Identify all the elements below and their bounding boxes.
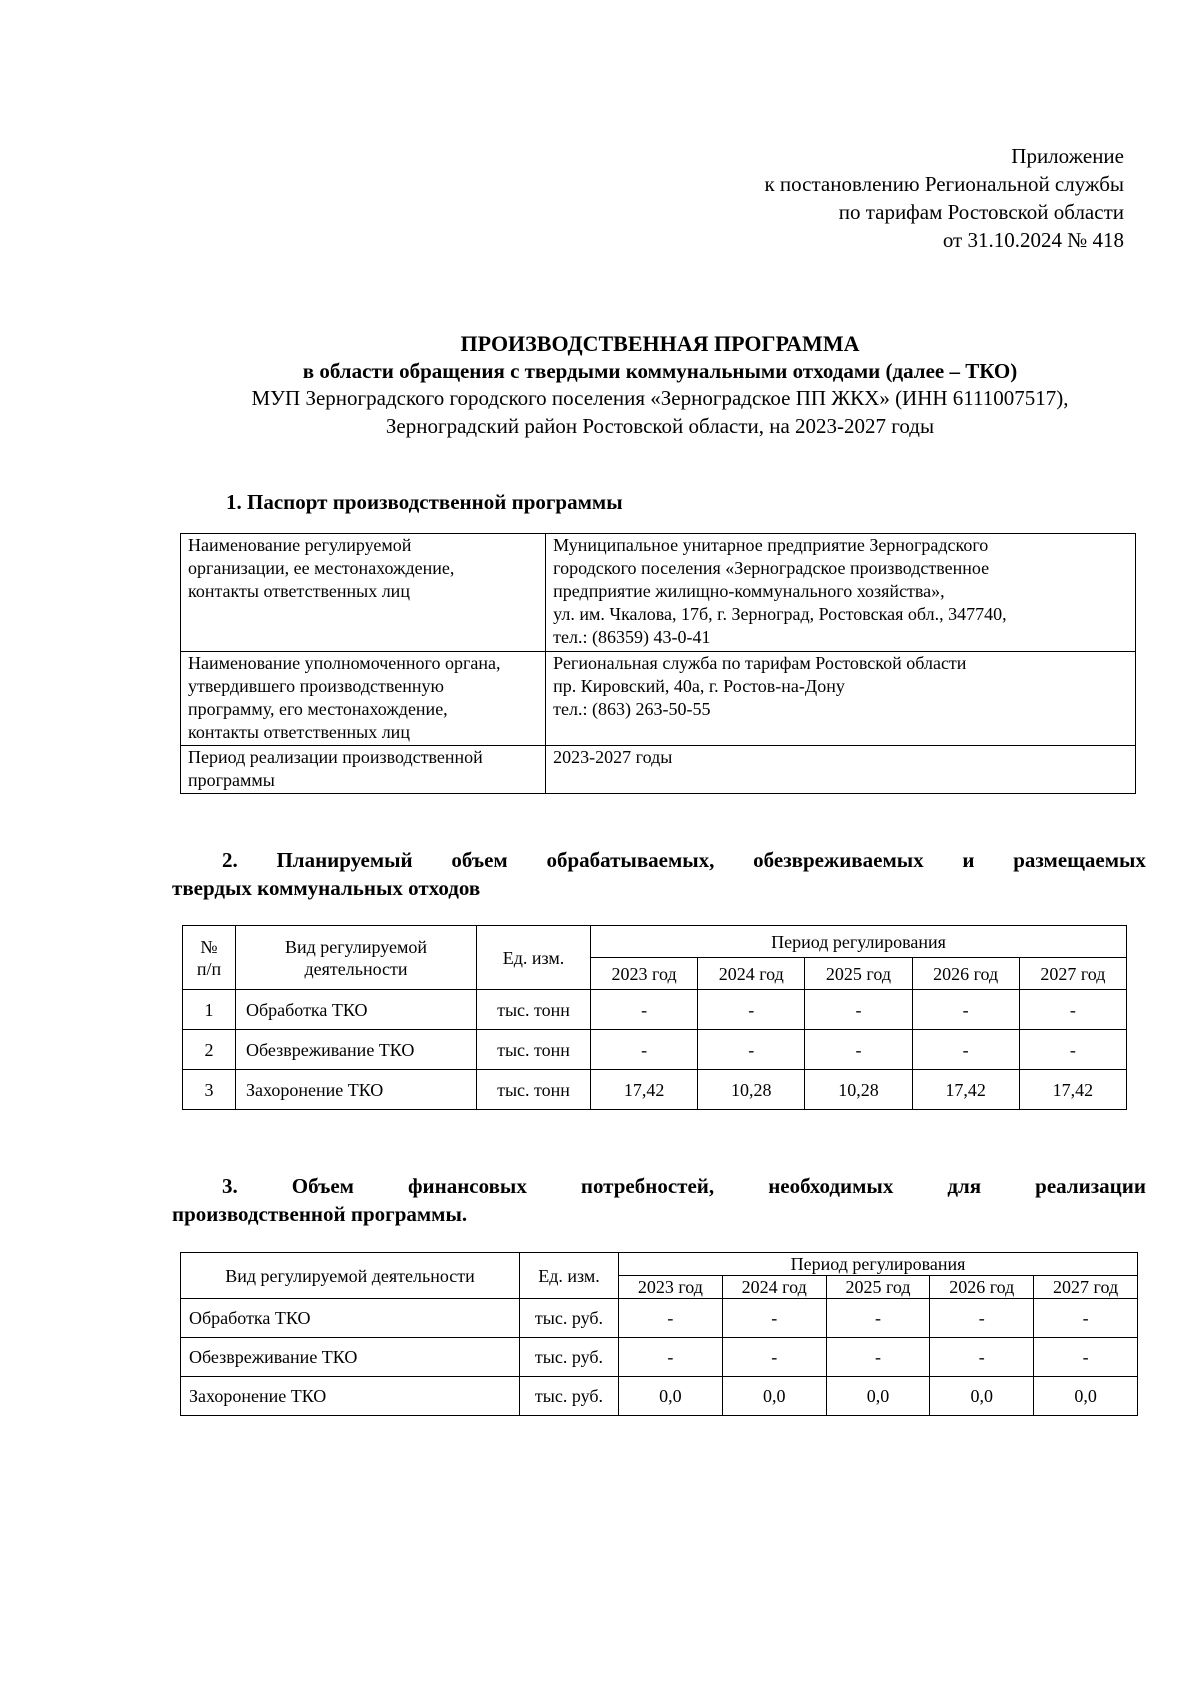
cell-text: утвердившего производственную — [188, 676, 444, 696]
cell-value: - — [826, 1299, 930, 1338]
heading-word: Планируемый — [276, 848, 413, 872]
cell-value: 0,0 — [722, 1377, 826, 1416]
heading-word: и — [962, 848, 975, 872]
cell-text: городского поселения «Зерноградское производственное — [553, 558, 990, 578]
cell-text: пр. Кировский, 40а, г. Ростов-на-Дону — [553, 676, 845, 696]
header-cell-year: 2023 год — [591, 958, 698, 990]
cell-unit: тыс. руб. — [520, 1338, 619, 1377]
cell-no: 2 — [183, 1030, 236, 1070]
table-header-row — [181, 1253, 1138, 1276]
table-row — [181, 652, 1136, 746]
heading-word: реализации — [1035, 1174, 1146, 1198]
header-cell-year: 2026 год — [912, 958, 1019, 990]
cell-value: 0,0 — [1034, 1377, 1138, 1416]
cell-text: ул. им. Чкалова, 17б, г. Зерноград, Ростовская обл., 347740, — [553, 604, 1007, 624]
title-line: МУП Зерноградского городского поселения «Зерноградское ПП ЖКХ» (ИНН 6111007517), — [251, 386, 1069, 410]
header-cell-year: 2025 год — [826, 1276, 930, 1299]
table-row — [181, 534, 1136, 652]
table-row — [181, 1338, 1138, 1377]
cell-value: - — [619, 1338, 723, 1377]
cell-value: 10,28 — [698, 1070, 805, 1110]
cell-value: - — [591, 1030, 698, 1070]
cell-activity: Обработка ТКО — [181, 1299, 520, 1338]
cell-value: - — [1034, 1299, 1138, 1338]
section-2-heading — [172, 846, 1146, 902]
heading-line: производственной программы. — [172, 1202, 468, 1226]
heading-word: размещаемых — [1013, 848, 1146, 872]
header-cell-year: 2024 год — [698, 958, 805, 990]
cell-text: организации, ее местонахождение, — [188, 558, 455, 578]
table-row — [181, 1377, 1138, 1416]
header-cell-year: 2027 год — [1019, 958, 1126, 990]
table-row — [181, 746, 1136, 794]
cell-activity: Захоронение ТКО — [181, 1377, 520, 1416]
heading-word: обезвреживаемых — [753, 848, 924, 872]
heading-line: твердых коммунальных отходов — [172, 876, 481, 900]
cell-value: - — [1034, 1338, 1138, 1377]
cell-text: № — [200, 936, 218, 957]
passport-value-cell — [546, 746, 1136, 794]
title-line: Зерноградский район Ростовской области, на 2023-2027 годы — [385, 414, 935, 438]
cell-activity: Обезвреживание ТКО — [236, 1030, 477, 1070]
cell-value: - — [930, 1299, 1034, 1338]
header-cell-period: Период регулирования — [591, 926, 1127, 958]
cell-text: Вид регулируемой — [284, 936, 428, 957]
cell-value: - — [591, 990, 698, 1030]
header-cell-unit: Ед. изм. — [520, 1253, 619, 1299]
cell-value: - — [826, 1338, 930, 1377]
title-line: ПРОИЗВОДСТВЕННАЯ ПРОГРАММА — [460, 331, 860, 356]
passport-label-cell — [181, 534, 546, 652]
cell-value: - — [930, 1338, 1034, 1377]
cell-text: п/п — [196, 958, 222, 979]
header-cell-year: 2026 год — [930, 1276, 1034, 1299]
cell-text: Наименование регулируемой — [188, 535, 412, 555]
cell-text: контакты ответственных лиц — [188, 722, 410, 742]
cell-value: 10,28 — [805, 1070, 912, 1110]
cell-text: Наименование уполномоченного органа, — [188, 653, 501, 673]
header-cell-year: 2025 год — [805, 958, 912, 990]
heading-word: 3. — [222, 1174, 238, 1198]
cell-activity: Обработка ТКО — [236, 990, 477, 1030]
appendix-line: Приложение — [1011, 144, 1124, 168]
cell-text: контакты ответственных лиц — [188, 581, 410, 601]
header-cell-year: 2023 год — [619, 1276, 723, 1299]
cell-text: 2023-2027 годы — [553, 747, 673, 767]
heading-word: объем — [451, 848, 508, 872]
cell-no: 3 — [183, 1070, 236, 1110]
cell-value: 17,42 — [591, 1070, 698, 1110]
cell-value: - — [698, 990, 805, 1030]
cell-value: 0,0 — [619, 1377, 723, 1416]
heading-word: для — [947, 1174, 982, 1198]
heading-word: 2. — [222, 848, 238, 872]
section-1-heading: 1. Паспорт производственной программы — [226, 490, 623, 514]
header-cell-no — [183, 926, 236, 990]
finance-table — [180, 1252, 1138, 1416]
cell-text: Муниципальное унитарное предприятие Зерноградского — [553, 535, 989, 555]
cell-value: - — [619, 1299, 723, 1338]
cell-activity: Обезвреживание ТКО — [181, 1338, 520, 1377]
header-cell-year: 2024 год — [722, 1276, 826, 1299]
appendix-line: по тарифам Ростовской области — [838, 200, 1124, 224]
header-cell-activity — [236, 926, 477, 990]
cell-value: - — [698, 1030, 805, 1070]
cell-text: тел.: (863) 263-50-55 — [553, 699, 711, 719]
cell-unit: тыс. тонн — [477, 1070, 591, 1110]
passport-label-cell — [181, 746, 546, 794]
cell-value: 17,42 — [1019, 1070, 1126, 1110]
table-header-row — [183, 926, 1127, 958]
passport-value-cell — [546, 534, 1136, 652]
table-row — [183, 990, 1127, 1030]
header-cell-year: 2027 год — [1034, 1276, 1138, 1299]
cell-value: - — [1019, 990, 1126, 1030]
cell-value: - — [1019, 1030, 1126, 1070]
heading-word: Объем — [291, 1174, 354, 1198]
cell-text: Период реализации производственной — [188, 747, 483, 767]
header-cell-activity: Вид регулируемой деятельности — [181, 1253, 520, 1299]
appendix-header — [564, 142, 1124, 254]
passport-value-cell — [546, 652, 1136, 746]
passport-table — [180, 533, 1136, 794]
cell-value: - — [805, 1030, 912, 1070]
header-cell-unit: Ед. изм. — [477, 926, 591, 990]
cell-value: - — [805, 990, 912, 1030]
heading-word: потребностей, — [580, 1174, 715, 1198]
cell-unit: тыс. тонн — [477, 990, 591, 1030]
passport-label-cell — [181, 652, 546, 746]
cell-unit: тыс. руб. — [520, 1299, 619, 1338]
document-title — [0, 330, 1200, 440]
header-cell-period: Период регулирования — [619, 1253, 1138, 1276]
heading-word: необходимых — [768, 1174, 894, 1198]
heading-word: финансовых — [407, 1174, 527, 1198]
heading-word: обрабатываемых, — [546, 848, 715, 872]
cell-value: - — [912, 990, 1019, 1030]
cell-value: 0,0 — [826, 1377, 930, 1416]
table-row — [183, 1070, 1127, 1110]
cell-text: деятельности — [304, 958, 408, 979]
cell-value: - — [722, 1299, 826, 1338]
table-row — [181, 1299, 1138, 1338]
cell-text: тел.: (86359) 43-0-41 — [553, 627, 711, 647]
cell-unit: тыс. тонн — [477, 1030, 591, 1070]
appendix-line: к постановлению Региональной службы — [764, 172, 1124, 196]
cell-text: программу, его местонахождение, — [188, 699, 448, 719]
cell-activity: Захоронение ТКО — [236, 1070, 477, 1110]
cell-value: - — [912, 1030, 1019, 1070]
table-row — [183, 1030, 1127, 1070]
cell-text: Региональная служба по тарифам Ростовской области — [553, 653, 967, 673]
section-3-heading — [172, 1172, 1146, 1228]
cell-value: 17,42 — [912, 1070, 1019, 1110]
cell-no: 1 — [183, 990, 236, 1030]
volume-table — [182, 925, 1127, 1110]
cell-value: 0,0 — [930, 1377, 1034, 1416]
title-line: в области обращения с твердыми коммунальными отходами (далее – ТКО) — [302, 359, 1018, 383]
appendix-line: от 31.10.2024 № 418 — [942, 228, 1124, 252]
cell-unit: тыс. руб. — [520, 1377, 619, 1416]
cell-text: программы — [188, 770, 275, 790]
cell-value: - — [722, 1338, 826, 1377]
cell-text: предприятие жилищно-коммунального хозяйства», — [553, 581, 945, 601]
